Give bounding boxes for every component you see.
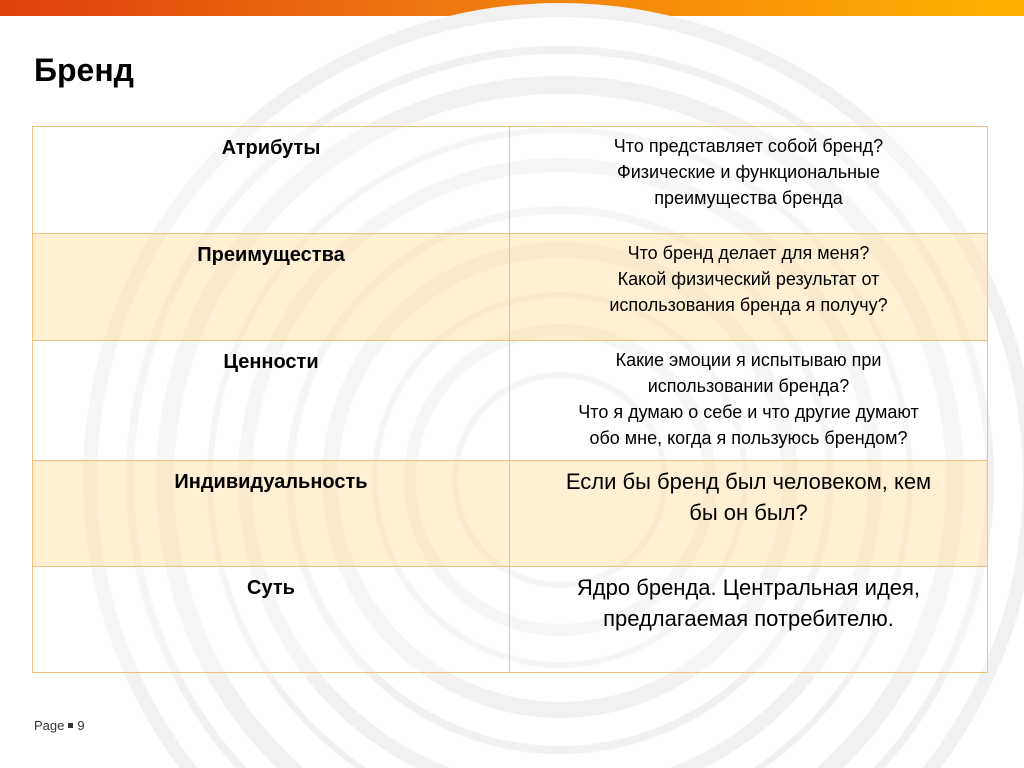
description-line: Что бренд делает для меня? (627, 243, 870, 263)
row-description (510, 341, 988, 461)
description-line: обо мне, когда я пользуюсь брендом? (589, 428, 908, 448)
table-row (33, 341, 988, 461)
description-line: преимущества бренда (654, 188, 843, 208)
description-line: Физические и функциональные (617, 162, 880, 182)
row-term: Индивидуальность (33, 461, 510, 567)
table-row (33, 127, 988, 234)
description-line: использовании бренда? (647, 376, 850, 396)
row-term: Преимущества (33, 234, 510, 341)
table-row (33, 234, 988, 341)
description-line: предлагаемая потребителю. (603, 606, 894, 631)
description-line: Ядро бренда. Центральная идея, (576, 575, 921, 600)
row-term: Ценности (33, 341, 510, 461)
page-label: Page (34, 718, 65, 733)
brand-table (32, 126, 988, 673)
page-number: 9 (77, 718, 85, 733)
page-footer (34, 718, 85, 733)
table-row (33, 461, 988, 567)
row-term: Суть (33, 567, 510, 673)
row-term: Атрибуты (33, 127, 510, 234)
description-line: Какой физический результат от (617, 269, 880, 289)
row-description (510, 567, 988, 673)
description-line: бы он был? (689, 500, 808, 525)
description-line: использования бренда я получу? (609, 295, 888, 315)
row-description (510, 461, 988, 567)
description-line: Что представляет собой бренд? (613, 136, 884, 156)
bullet-icon (68, 723, 73, 728)
table-row (33, 567, 988, 673)
description-line: Если бы бренд был человеком, кем (565, 469, 932, 494)
slide-title: Бренд (34, 52, 134, 88)
description-line: Какие эмоции я испытываю при (615, 350, 882, 370)
row-description (510, 234, 988, 341)
description-line: Что я думаю о себе и что другие думают (578, 402, 919, 422)
row-description (510, 127, 988, 234)
